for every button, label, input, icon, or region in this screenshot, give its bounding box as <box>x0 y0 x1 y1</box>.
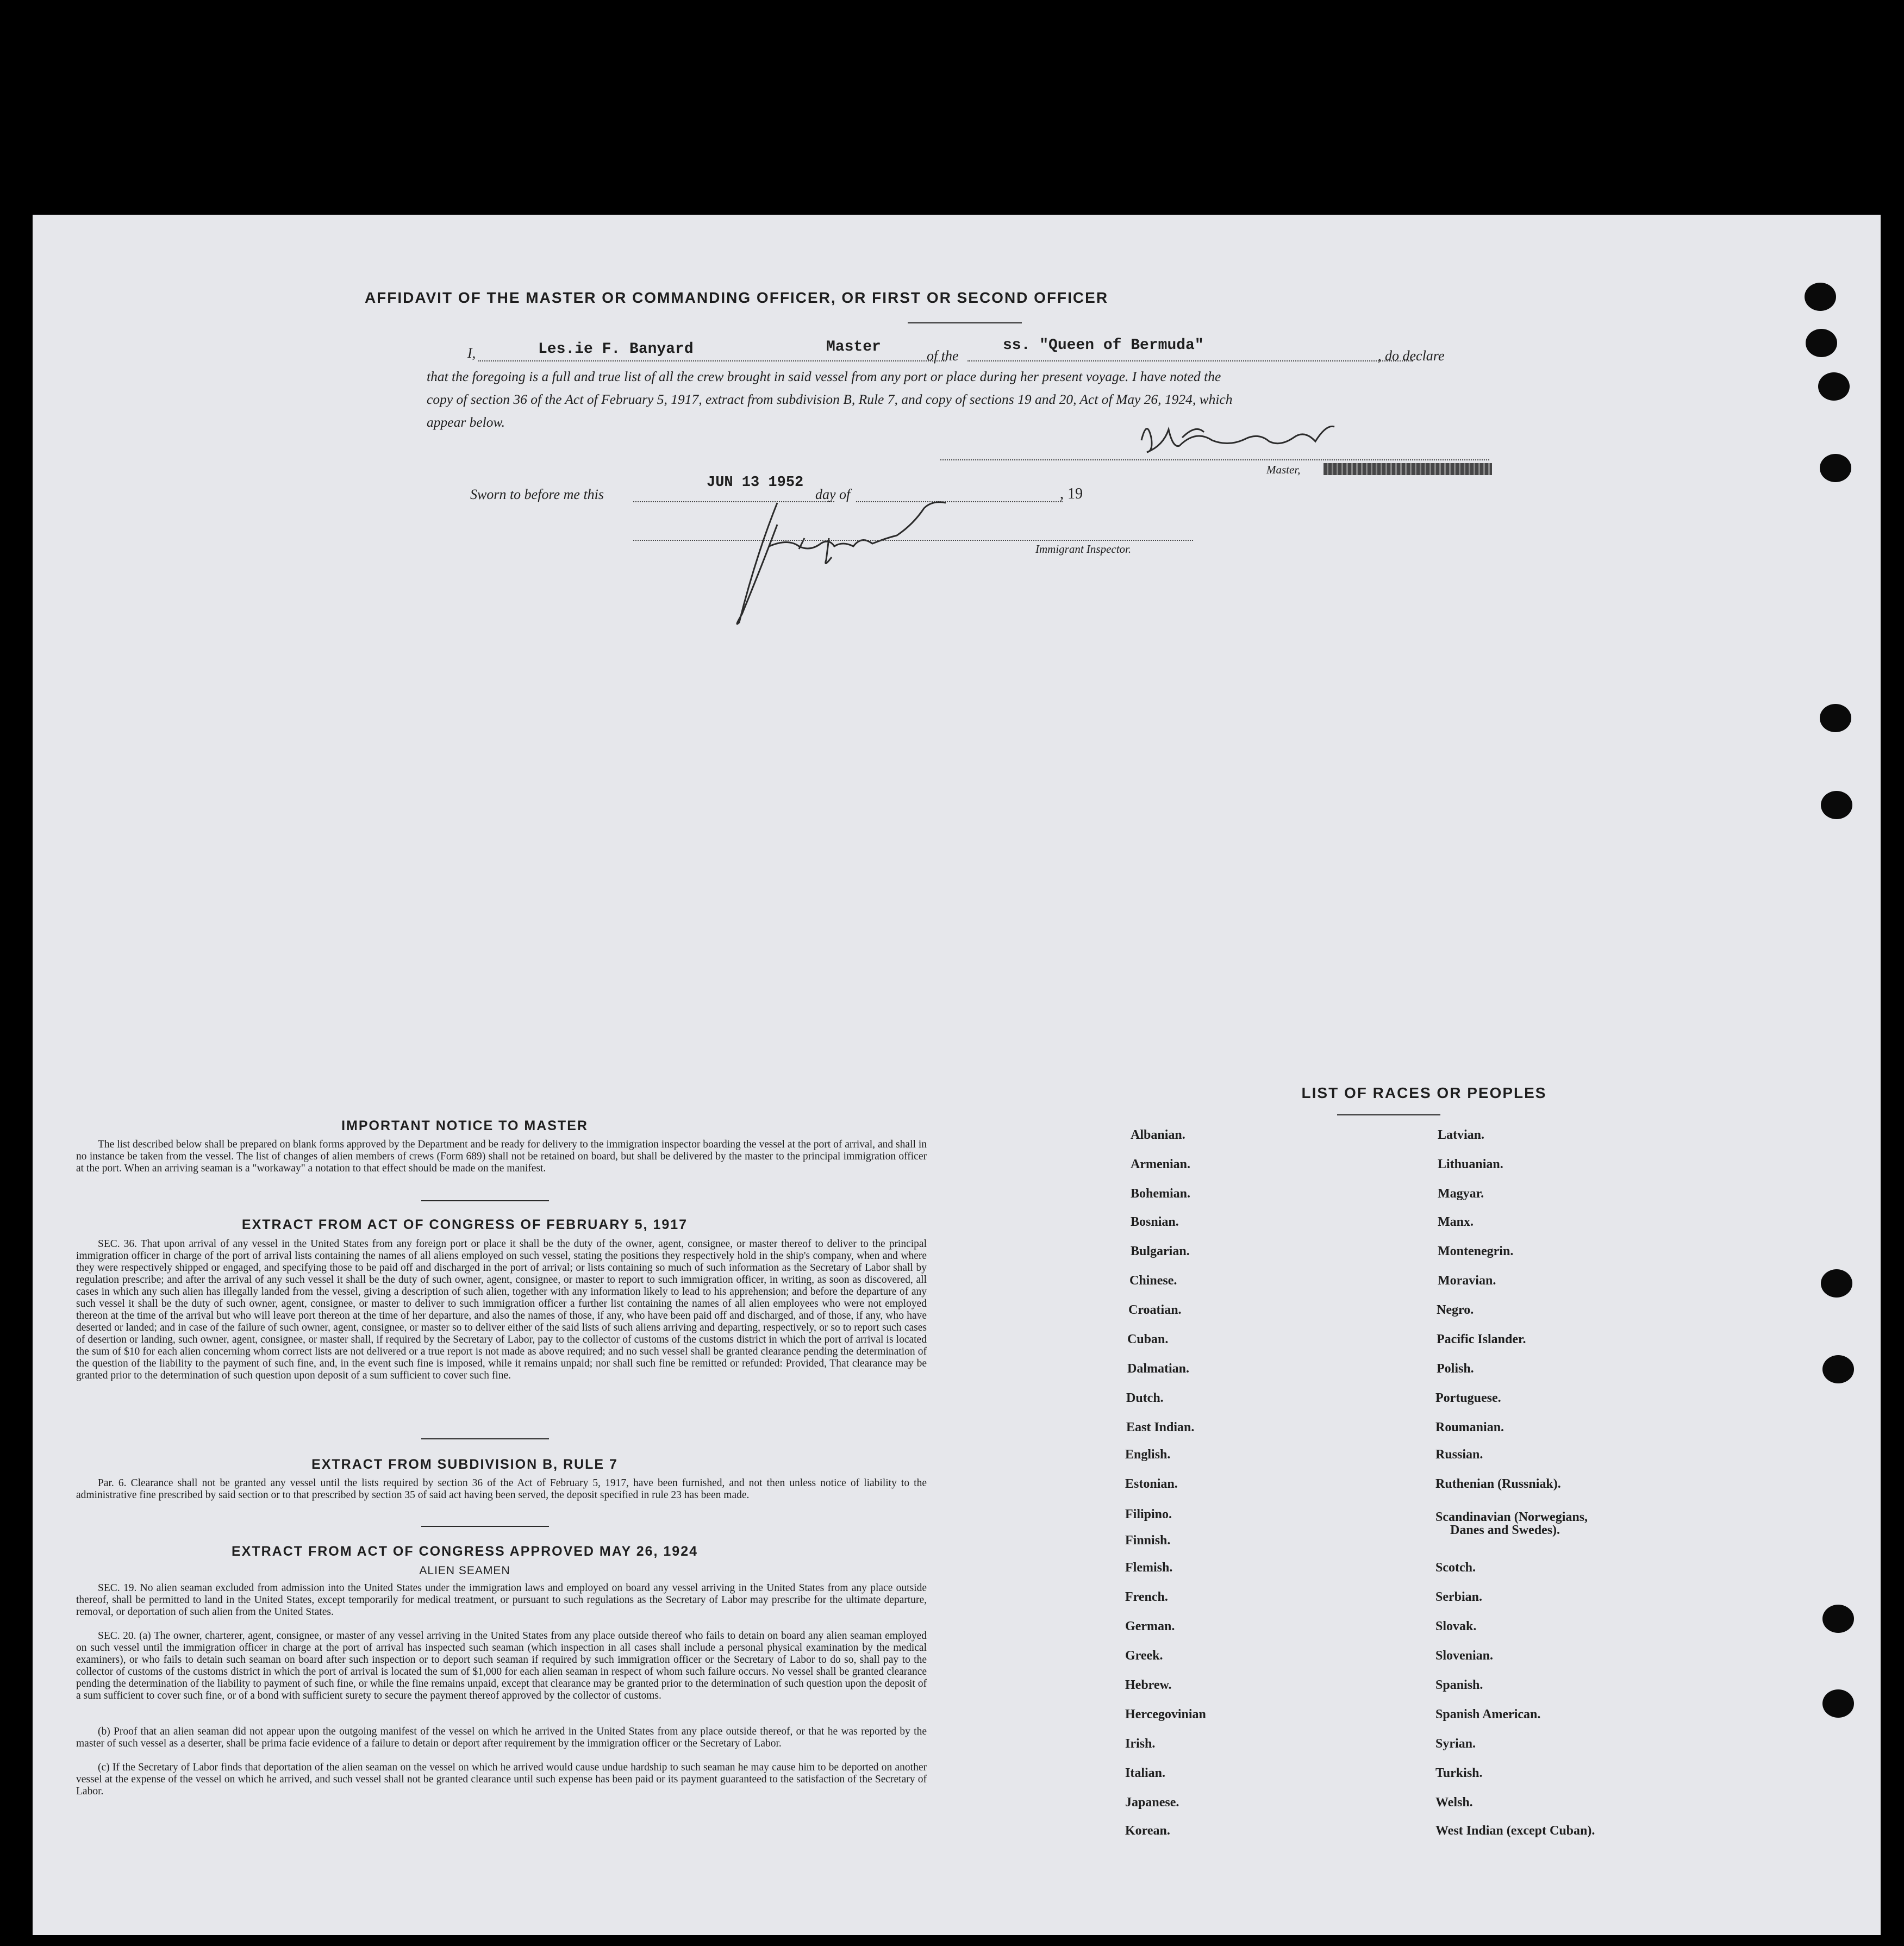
race-right: Polish. <box>1437 1362 1474 1376</box>
master-signature <box>1131 408 1402 467</box>
race-left: Dutch. <box>1126 1391 1164 1405</box>
struck-title <box>1324 463 1492 475</box>
punch-hole <box>1821 791 1852 819</box>
race-left: Korean. <box>1125 1824 1170 1838</box>
race-left: Italian. <box>1125 1766 1166 1780</box>
race-left: Bohemian. <box>1131 1187 1191 1201</box>
extract-1917-title: EXTRACT FROM ACT OF CONGRESS OF FEBRUARY 5, 1917 <box>241 1217 688 1232</box>
race-right: Manx. <box>1438 1215 1474 1229</box>
punch-hole <box>1822 1689 1854 1718</box>
rule7-text: Par. 6. Clearance shall not be granted any vessel until the lists required by section 36 of the Act of February 5, 1917, have been furnished, and not then unless notice of liability to the administrative fine prescribed by said section or to that prescribed by section 35 of said act having been served, the deposit specified in rule 23 has been made. <box>76 1477 927 1501</box>
race-left: Flemish. <box>1125 1561 1173 1575</box>
race-left: French. <box>1125 1590 1168 1604</box>
races-title: LIST OF RACES OR PEOPLES <box>1301 1084 1547 1101</box>
race-left: Filipino. <box>1125 1507 1172 1521</box>
sec20c-text: (c) If the Secretary of Labor finds that deportation of the alien seaman on the vessel on which he arrived would cause undue hardship to such seaman he may cause him to be deported on another vessel at the expense of the vessel on which he arrived, and such vessel shall not be granted clearance until such expense has been paid or its payment guaranteed to the satisfaction of the Secretary of Labor. <box>76 1762 927 1797</box>
notice-text: The list described below shall be prepared on blank forms approved by the Department and be ready for delivery to the immigration inspector boarding the vessel at the port of arrival, and shall in no instance be taken from the vessel. The list of changes of alien members of crews (Form 689) shall not be retained on board, but shall be delivered by the master to the principal immigration officer at the port. When an arriving seaman is a "workaway" a notation to that effect should be made on the manifest. <box>76 1139 927 1174</box>
race-right: Turkish. <box>1435 1766 1483 1780</box>
sworn-label: Sworn to before me this <box>470 486 604 502</box>
race-left: Hebrew. <box>1125 1678 1172 1692</box>
affidavit-line-2: copy of section 36 of the Act of February 5, 1917, extract from subdivision B, Rule 7, and copy of sections 19 and 20, Act of May 26, 1924, which <box>427 391 1233 407</box>
punch-hole <box>1805 283 1836 311</box>
date-stamp: JUN 13 1952 <box>707 475 804 491</box>
race-left: Japanese. <box>1125 1795 1179 1810</box>
race-left: Bulgarian. <box>1131 1244 1190 1258</box>
master-rank: Master <box>826 339 881 355</box>
race-right: Roumanian. <box>1435 1420 1505 1434</box>
race-right: Montenegrin. <box>1438 1244 1514 1258</box>
race-left: Croatian. <box>1128 1303 1182 1317</box>
sec19-text: SEC. 19. No alien seaman excluded from admission into the United States under the immigration laws and employed on board any vessel arriving in the United States from any place outside thereof, shall be permitted to land in the United States, except temporarily for medical treatment, or pursuant to such regulations as the Secretary of Labor may prescribe for the ultimate departure, removal, or deportation of such alien from the United States. <box>76 1582 927 1618</box>
master-name: Les.ie F. Banyard <box>538 341 694 358</box>
race-left: Bosnian. <box>1131 1215 1179 1229</box>
vessel-name: ss. "Queen of Bermuda" <box>1003 337 1204 354</box>
race-right: Scandinavian (Norwegians, <box>1435 1510 1588 1524</box>
punch-hole <box>1822 1355 1854 1383</box>
race-right: Russian. <box>1435 1448 1483 1462</box>
race-right: Scotch. <box>1435 1561 1476 1575</box>
vessel-line <box>967 360 1413 361</box>
race-left: Dalmatian. <box>1127 1362 1189 1376</box>
alien-seamen-subtitle: ALIEN SEAMEN <box>419 1564 510 1577</box>
race-right: Slovak. <box>1435 1619 1477 1633</box>
punch-hole <box>1820 454 1851 482</box>
name-line <box>478 360 946 361</box>
race-right: Moravian. <box>1438 1274 1496 1288</box>
master-signature-line <box>940 459 1489 460</box>
race-right: Welsh. <box>1435 1795 1473 1810</box>
race-right: Latvian. <box>1438 1128 1485 1142</box>
inspector-signature-line <box>633 540 1193 541</box>
race-left: Armenian. <box>1131 1157 1190 1171</box>
race-right: Danes and Swedes). <box>1450 1523 1560 1537</box>
race-left: Chinese. <box>1129 1274 1177 1288</box>
race-left: English. <box>1125 1448 1171 1462</box>
race-right: Pacific Islander. <box>1437 1332 1526 1346</box>
race-right: Slovenian. <box>1435 1649 1494 1663</box>
extract-1924-title: EXTRACT FROM ACT OF CONGRESS APPROVED MAY 26, 1924 <box>231 1544 698 1559</box>
of-the-label: of the <box>927 348 959 364</box>
punch-hole <box>1818 372 1850 401</box>
race-left: Irish. <box>1125 1737 1156 1751</box>
affidavit-line-1: that the foregoing is a full and true list of all the crew brought in said vessel from any port or place during her present voyage. I have noted the <box>427 369 1221 384</box>
race-right: Spanish. <box>1435 1678 1483 1692</box>
notice-title: IMPORTANT NOTICE TO MASTER <box>341 1118 588 1133</box>
punch-hole <box>1820 704 1851 732</box>
race-right: Syrian. <box>1435 1737 1476 1751</box>
race-right: Negro. <box>1437 1303 1474 1317</box>
sec20b-text: (b) Proof that an alien seaman did not appear upon the outgoing manifest of the vessel on which he arrived in the United States from any place outside thereof, or that he was reported by the master of such vessel as a deserter, shall be prima facie evidence of a failure to detain or deport after requirement by the immigration officer or the Secretary of Labor. <box>76 1726 927 1749</box>
extract-1917-rule <box>421 1438 549 1439</box>
race-left: East Indian. <box>1126 1420 1195 1434</box>
race-right: Magyar. <box>1438 1187 1484 1201</box>
sec20a-text: SEC. 20. (a) The owner, charterer, agent, consignee, or master of any vessel arriving in the United States from any place outside thereof who fails to detain on board any alien seaman employed on such vessel until the immigration officer in charge at the port of arrival has inspected such seaman (which inspection in all cases shall include a personal physical examination by the medical examiners), or who fails to detain such seaman on board after such inspection or to deport such seaman if required by such immigration officer or the Secretary of Labor to do so, shall pay to the collector of customs of the customs district in which the port of arrival is located the sum of $1,000 for each alien seaman in respect of whom such failure occurs. No vessel shall be granted clearance pending the determination of the liability to payment of such fine, or while the fine remains unpaid, except that clearance may be granted prior to the determination of such question upon the deposit of a sum sufficient to cover such fine, or of a bond with sufficient surety to secure the payment thereof approved by the collector of customs. <box>76 1630 927 1701</box>
declare-label: , do declare <box>1378 348 1445 364</box>
race-left: Greek. <box>1125 1649 1163 1663</box>
affidavit-i-label: I, <box>467 345 476 361</box>
race-left: German. <box>1125 1619 1175 1633</box>
race-right: West Indian (except Cuban). <box>1435 1824 1595 1838</box>
manifest-sheet <box>33 215 1881 1935</box>
punch-hole <box>1806 329 1837 357</box>
extract-1917-text: SEC. 36. That upon arrival of any vessel in the United States from any foreign port or place it shall be the duty of the owner, agent, consignee, or master thereof to deliver to the principal immigration officer in charge of the port of arrival lists containing the names of all aliens employed on such vessel, stating the positions they respectively hold in the ship's company, when and where they were respectively shipped or engaged, and specifying those to be paid off and discharged in the port of arrival; or lists containing so much of such information as the Secretary of Labor shall by regulation prescribe; and after the arrival of any such vessel it shall be the duty of such owner, agent, consignee, or master to report to such immigration officer, in writing, as soon as discovered, all cases in which any such alien has illegally landed from the vessel, giving a description of such alien, together with any information likely to lead to his apprehension; and before the departure of any such vessel it shall be the duty of such owner, agent, consignee, or master to deliver to such immigration officer a further list containing the names of all alien employees who were not employed thereon at the time of the arrival but who will leave port thereon at the time of her departure, and also the names of those, if any, who have been paid off and discharged, and of those, if any, who have deserted or landed; and in case of the failure of such owner, agent, consignee, or master so to deliver either of the said lists of such aliens arriving and departing, respectively, or so to report such cases of desertion or landing, such owner, agent, consignee, or master shall, if required by the Secretary of Labor, pay to the collector of customs of the customs district in which the port of arrival is located the sum of $10 for each alien concerning whom correct lists are not delivered or a true report is not made as above required; and no such vessel shall be granted clearance pending the determination of the question of the liability to the payment of such fine, and, in the event such fine is imposed, while it remains unpaid; nor shall such fine be remitted or refunded: Provided, That clearance may be granted prior to the determination of such question upon deposit of a sum sufficient to cover such fine. <box>76 1238 927 1381</box>
day-of-label: day of <box>815 486 851 502</box>
year-label: , 19 <box>1060 485 1083 502</box>
affidavit-line-3: appear below. <box>427 414 505 430</box>
affidavit-title: AFFIDAVIT OF THE MASTER OR COMMANDING OFFICER, OR FIRST OR SECOND OFFICER <box>364 289 1109 306</box>
races-rule <box>1337 1114 1440 1115</box>
inspector-signature <box>717 492 967 633</box>
punch-hole <box>1822 1605 1854 1633</box>
punch-hole <box>1821 1269 1852 1298</box>
race-left: Finnish. <box>1125 1533 1171 1548</box>
race-right: Serbian. <box>1435 1590 1483 1604</box>
rule7-rule <box>421 1526 549 1527</box>
rule7-title: EXTRACT FROM SUBDIVISION B, RULE 7 <box>311 1457 618 1472</box>
race-right: Lithuanian. <box>1438 1157 1503 1171</box>
title-rule <box>908 322 1022 323</box>
race-left: Cuban. <box>1127 1332 1169 1346</box>
master-signature-label: Master, <box>1266 463 1301 476</box>
race-right: Ruthenian (Russniak). <box>1435 1477 1561 1491</box>
race-left: Estonian. <box>1125 1477 1178 1491</box>
race-right: Portuguese. <box>1435 1391 1501 1405</box>
race-right: Spanish American. <box>1435 1707 1541 1722</box>
race-left: Albanian. <box>1131 1128 1185 1142</box>
notice-rule <box>421 1200 549 1201</box>
race-left: Hercegovinian <box>1125 1707 1206 1722</box>
inspector-label: Immigrant Inspector. <box>1035 542 1132 556</box>
